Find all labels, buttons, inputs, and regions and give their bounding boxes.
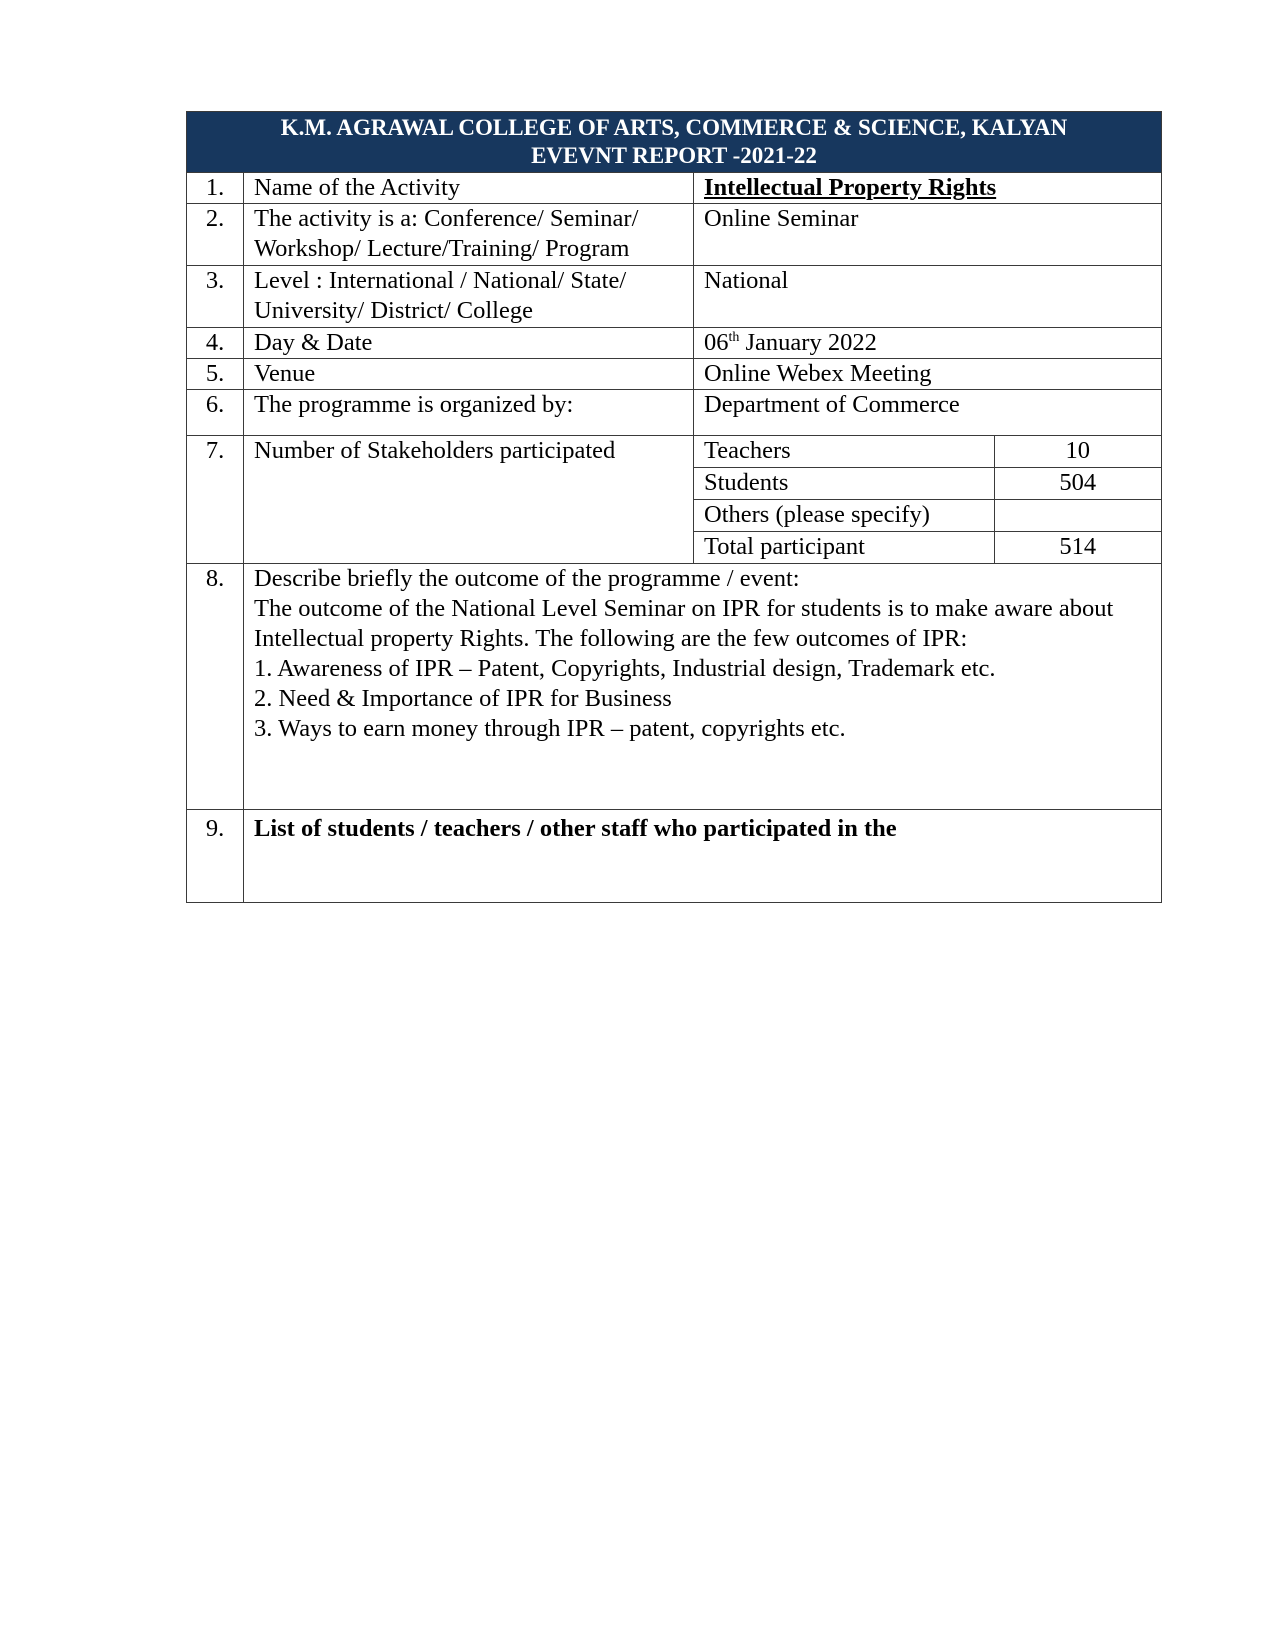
stakeholder-type: Students: [694, 468, 994, 500]
stakeholder-count: 514: [994, 532, 1161, 564]
table-row: [187, 390, 1162, 436]
event-report-table: [186, 111, 1162, 903]
table-row: [187, 204, 1162, 266]
report-header: [187, 112, 1162, 173]
outcome-heading: Describe briefly the outcome of the programme / event:: [254, 565, 800, 592]
outcome-point: 1. Awareness of IPR – Patent, Copyrights, Industrial design, Trademark etc.: [254, 655, 996, 682]
event-venue: Online Webex Meeting: [694, 359, 1162, 390]
row-number: 6.: [187, 390, 244, 436]
row-label: The programme is organized by:: [244, 390, 694, 436]
table-row: [187, 328, 1162, 359]
table-row: [694, 532, 1161, 564]
table-row: [187, 359, 1162, 390]
row-label: Venue: [244, 359, 694, 390]
stakeholders-row: [187, 436, 1162, 564]
row-label: The activity is a: Conference/ Seminar/ Workshop/ Lecture/Training/ Program: [244, 204, 694, 266]
row-label: Level : International / National/ State/ University/ District/ College: [244, 266, 694, 328]
row-label: Day & Date: [244, 328, 694, 359]
row-number: 2.: [187, 204, 244, 266]
table-row: [187, 173, 1162, 204]
stakeholder-count: 504: [994, 468, 1161, 500]
event-date: 06th January 2022: [694, 328, 1162, 359]
college-name: K.M. AGRAWAL COLLEGE OF ARTS, COMMERCE & SCIENCE, KALYAN: [280, 115, 1068, 140]
row-label: Number of Stakeholders participated: [244, 436, 694, 564]
row-number: 1.: [187, 173, 244, 204]
stakeholder-type: Total participant: [704, 533, 865, 560]
row-number: 5.: [187, 359, 244, 390]
stakeholder-count: [994, 500, 1161, 532]
stakeholder-counts: [694, 436, 1162, 564]
table-row: [694, 468, 1161, 500]
stakeholder-table: [694, 436, 1161, 563]
row-number: 3.: [187, 266, 244, 328]
stakeholder-type: Teachers: [694, 436, 994, 468]
row-number: 7.: [187, 436, 244, 564]
row-number: 4.: [187, 328, 244, 359]
stakeholder-count: 10: [994, 436, 1161, 468]
row-number: 8.: [187, 564, 244, 810]
report-header-row: [187, 112, 1162, 173]
table-row: [694, 436, 1161, 468]
table-row: [187, 266, 1162, 328]
table-row: [694, 500, 1161, 532]
outcome-point: 2. Need & Importance of IPR for Business: [254, 685, 672, 712]
outcome-description: [244, 564, 1162, 810]
report-title: EVEVNT REPORT -2021-22: [531, 143, 817, 168]
activity-level: National: [694, 266, 1162, 328]
row-number: 9.: [187, 810, 244, 903]
activity-name: Intellectual Property Rights: [694, 173, 1162, 204]
outcome-point: 3. Ways to earn money through IPR – patent, copyrights etc.: [254, 715, 846, 742]
outcome-summary: The outcome of the National Level Seminar on IPR for students is to make aware about Intellectual property Rights. The following are the few outcomes of IPR:: [254, 595, 1114, 652]
activity-type: Online Seminar: [694, 204, 1162, 266]
participants-list-label: List of students / teachers / other staff who participated in the: [244, 810, 1162, 903]
outcome-row: [187, 564, 1162, 810]
organizer: Department of Commerce: [694, 390, 1162, 436]
stakeholder-type: Others (please specify): [694, 500, 994, 532]
participants-row: [187, 810, 1162, 903]
row-label: Name of the Activity: [244, 173, 694, 204]
